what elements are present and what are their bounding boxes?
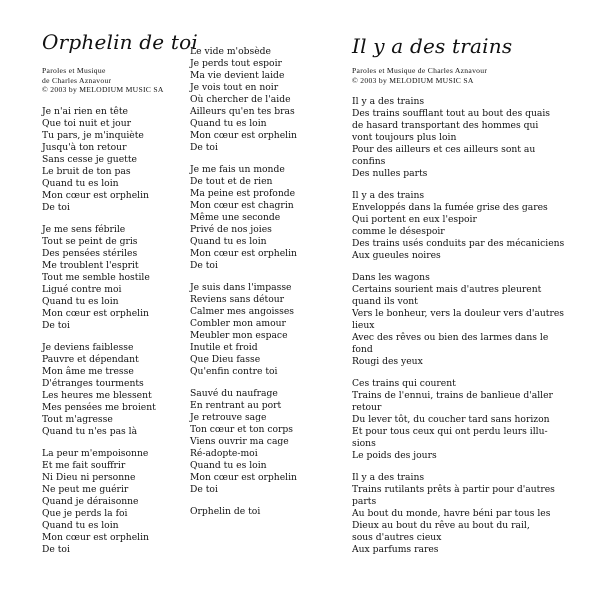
lyric-line: fond bbox=[352, 344, 373, 355]
lyric-line: Mon cœur est orphelin bbox=[190, 130, 297, 141]
stanza bbox=[190, 282, 297, 378]
stanza-gap bbox=[352, 368, 564, 378]
lyric-line: Mon cœur est orphelin bbox=[190, 248, 297, 259]
stanza-gap bbox=[352, 180, 564, 190]
lyric-line: De toi bbox=[42, 202, 70, 213]
lyric-line: Je vois tout en noir bbox=[190, 82, 279, 93]
lyric-line: Des trains usés conduits par des mécaniciens bbox=[352, 238, 565, 249]
lyric-line: Le bruit de ton pas bbox=[42, 166, 131, 177]
lyric-line: Reviens sans détour bbox=[190, 294, 285, 305]
lyric-line: Des pensées stériles bbox=[42, 248, 138, 259]
lyric-line: retour bbox=[352, 402, 382, 413]
stanza bbox=[190, 506, 297, 518]
lyric-line: Mon cœur est orphelin bbox=[42, 532, 149, 543]
lyric-line: Dieux au bout du rêve au bout du rail, bbox=[352, 520, 530, 531]
stanza bbox=[42, 448, 156, 556]
lyrics-column-2 bbox=[190, 46, 297, 518]
lyric-line: Avec des rêves ou bien des larmes dans le bbox=[352, 332, 549, 343]
lyric-line: Vers le bonheur, vers la douleur vers d'autres bbox=[352, 308, 564, 319]
song-title-right: Il y a des trains bbox=[352, 34, 513, 58]
lyric-line: Je me fais un monde bbox=[190, 164, 285, 175]
stanza bbox=[352, 472, 564, 556]
lyric-line: Trains rutilants prêts à partir pour d'autres bbox=[352, 484, 555, 495]
lyric-line: Ne peut me guérir bbox=[42, 484, 129, 495]
lyric-line: Le poids des jours bbox=[352, 450, 437, 461]
stanza bbox=[352, 190, 564, 262]
lyric-line: Sans cesse je guette bbox=[42, 154, 137, 165]
lyric-line: Il y a des trains bbox=[352, 96, 425, 107]
lyric-line: Des nulles parts bbox=[352, 168, 428, 179]
lyric-line: sous d'autres cieux bbox=[352, 532, 442, 543]
lyric-line: Tout m'agresse bbox=[42, 414, 113, 425]
lyric-line: confins bbox=[352, 156, 386, 167]
stanza bbox=[42, 224, 156, 332]
lyric-line: de hasard transportant des hommes qui bbox=[352, 120, 539, 131]
lyric-line: Je retrouve sage bbox=[190, 412, 267, 423]
lyric-line: Ré-adopte-moi bbox=[190, 448, 258, 459]
lyric-line: Inutile et froid bbox=[190, 342, 258, 353]
stanza bbox=[42, 342, 156, 438]
lyric-line: Ligué contre moi bbox=[42, 284, 122, 295]
lyric-line: Aux gueules noires bbox=[352, 250, 441, 261]
lyric-line: Ailleurs qu'en tes bras bbox=[190, 106, 295, 117]
credit-line: Paroles et Musique bbox=[42, 66, 106, 75]
lyric-line: Mon âme me tresse bbox=[42, 366, 134, 377]
lyric-line: Quand tu es loin bbox=[42, 178, 119, 189]
lyric-line: Je deviens faiblesse bbox=[42, 342, 134, 353]
lyric-line: Quand tu n'es pas là bbox=[42, 426, 138, 437]
lyric-line: Orphelin de toi bbox=[190, 506, 261, 517]
lyric-line: Meubler mon espace bbox=[190, 330, 288, 341]
lyric-line: Je n'ai rien en tête bbox=[42, 106, 128, 117]
lyric-line: Ton cœur et ton corps bbox=[190, 424, 294, 435]
credits-left bbox=[42, 66, 164, 95]
lyrics-column-3 bbox=[352, 96, 564, 556]
lyric-line: Que Dieu fasse bbox=[190, 354, 261, 365]
lyric-line: Me troublent l'esprit bbox=[42, 260, 139, 271]
lyric-line: Quand je déraisonne bbox=[42, 496, 139, 507]
lyric-line: Ni Dieu ni personne bbox=[42, 472, 136, 483]
lyrics-column-1 bbox=[42, 106, 156, 556]
lyric-line: Quand tu es loin bbox=[42, 296, 119, 307]
lyric-line: Ma peine est profonde bbox=[190, 188, 296, 199]
lyric-line: Au bout du monde, havre béni par tous les bbox=[352, 508, 551, 519]
stanza bbox=[190, 46, 297, 154]
lyric-line: Ma vie devient laide bbox=[190, 70, 285, 81]
lyric-line: Enveloppés dans la fumée grise des gares bbox=[352, 202, 548, 213]
lyric-line: De tout et de rien bbox=[190, 176, 273, 187]
lyric-line: Je me sens fébrile bbox=[42, 224, 126, 235]
stanza-gap bbox=[42, 438, 156, 448]
lyric-line: Calmer mes angoisses bbox=[190, 306, 295, 317]
credit-line: de Charles Aznavour bbox=[42, 75, 112, 85]
lyric-line: En rentrant au port bbox=[190, 400, 282, 411]
stanza bbox=[42, 106, 156, 214]
lyric-line: Qui portent en eux l'espoir bbox=[352, 214, 477, 225]
lyric-line: sions bbox=[352, 438, 376, 449]
lyric-line: Et me fait souffrir bbox=[42, 460, 126, 471]
lyric-line: Dans les wagons bbox=[352, 272, 430, 283]
lyric-line: Même une seconde bbox=[190, 212, 281, 223]
lyric-line: Privé de nos joies bbox=[190, 224, 272, 235]
lyric-line: Quand tu es loin bbox=[190, 236, 267, 247]
lyric-line: D'étranges tourments bbox=[42, 378, 144, 389]
lyric-line: Qu'enfin contre toi bbox=[190, 366, 278, 377]
lyric-line: Pour des ailleurs et ces ailleurs sont au bbox=[352, 144, 536, 155]
stanza-gap bbox=[352, 462, 564, 472]
lyric-line: comme le désespoir bbox=[352, 226, 445, 237]
lyric-line: Le vide m'obsède bbox=[190, 46, 271, 57]
lyric-line: Pauvre et dépendant bbox=[42, 354, 139, 365]
lyric-line: Sauvé du naufrage bbox=[190, 388, 278, 399]
stanza bbox=[190, 388, 297, 496]
lyric-line: Mon cœur est orphelin bbox=[42, 308, 149, 319]
lyric-line: La peur m'empoisonne bbox=[42, 448, 149, 459]
lyric-line: Il y a des trains bbox=[352, 190, 425, 201]
lyric-line: Viens ouvrir ma cage bbox=[190, 436, 289, 447]
lyric-line: Mes pensées me broient bbox=[42, 402, 156, 413]
lyric-line: Tu pars, je m'inquiète bbox=[42, 130, 144, 141]
song-title-left: Orphelin de toi bbox=[42, 30, 198, 54]
lyric-line: Aux parfums rares bbox=[352, 544, 439, 555]
lyric-line: Les heures me blessent bbox=[42, 390, 152, 401]
stanza-gap bbox=[190, 154, 297, 164]
lyric-line: Où chercher de l'aide bbox=[190, 94, 291, 105]
lyric-line: De toi bbox=[42, 544, 70, 555]
lyric-line: Et pour tous ceux qui ont perdu leurs illu- bbox=[352, 426, 548, 437]
lyric-line: De toi bbox=[190, 260, 218, 271]
lyric-line: De toi bbox=[190, 484, 218, 495]
stanza-gap bbox=[190, 378, 297, 388]
stanza bbox=[190, 164, 297, 272]
lyric-line: Tout se peint de gris bbox=[42, 236, 138, 247]
stanza-gap bbox=[190, 272, 297, 282]
lyric-line: Quand tu es loin bbox=[190, 460, 267, 471]
stanza-gap bbox=[42, 214, 156, 224]
lyric-line: Que toi nuit et jour bbox=[42, 118, 132, 129]
lyric-line: Combler mon amour bbox=[190, 318, 286, 329]
stanza bbox=[352, 96, 564, 180]
lyric-line: Tout me semble hostile bbox=[42, 272, 150, 283]
lyric-line: lieux bbox=[352, 320, 375, 331]
stanza bbox=[352, 378, 564, 462]
lyric-line: Que je perds la foi bbox=[42, 508, 128, 519]
stanza-gap bbox=[352, 262, 564, 272]
lyric-line: Je suis dans l'impasse bbox=[190, 282, 292, 293]
lyric-line: Ces trains qui courent bbox=[352, 378, 456, 389]
lyric-line: Il y a des trains bbox=[352, 472, 425, 483]
credit-line: © 2003 by MELODIUM MUSIC SA bbox=[352, 75, 474, 85]
lyric-line: quand ils vont bbox=[352, 296, 418, 307]
lyric-line: Mon cœur est chagrin bbox=[190, 200, 294, 211]
lyric-line: De toi bbox=[42, 320, 70, 331]
lyric-line: Certains sourient mais d'autres pleurent bbox=[352, 284, 542, 295]
lyric-line: De toi bbox=[190, 142, 218, 153]
lyric-line: parts bbox=[352, 496, 377, 507]
lyric-line: Quand tu es loin bbox=[42, 520, 119, 531]
lyric-line: Jusqu'à ton retour bbox=[42, 142, 127, 153]
stanza-gap bbox=[190, 496, 297, 506]
lyric-line: Quand tu es loin bbox=[190, 118, 267, 129]
credit-line: © 2003 by MELODIUM MUSIC SA bbox=[42, 85, 164, 94]
credits-right bbox=[352, 66, 487, 85]
lyric-line: Mon cœur est orphelin bbox=[190, 472, 297, 483]
stanza bbox=[352, 272, 564, 368]
lyric-line: Des trains soufflant tout au bout des quais bbox=[352, 108, 551, 119]
lyric-line: vont toujours plus loin bbox=[352, 132, 457, 143]
lyric-line: Je perds tout espoir bbox=[190, 58, 282, 69]
lyric-line: Du lever tôt, du coucher tard sans horizon bbox=[352, 414, 550, 425]
lyric-line: Trains de l'ennui, trains de banlieue d'aller bbox=[352, 390, 553, 401]
credit-line: Paroles et Musique de Charles Aznavour bbox=[352, 66, 488, 75]
lyric-line: Mon cœur est orphelin bbox=[42, 190, 149, 201]
stanza-gap bbox=[42, 332, 156, 342]
lyric-line: Rougi des yeux bbox=[352, 356, 423, 367]
